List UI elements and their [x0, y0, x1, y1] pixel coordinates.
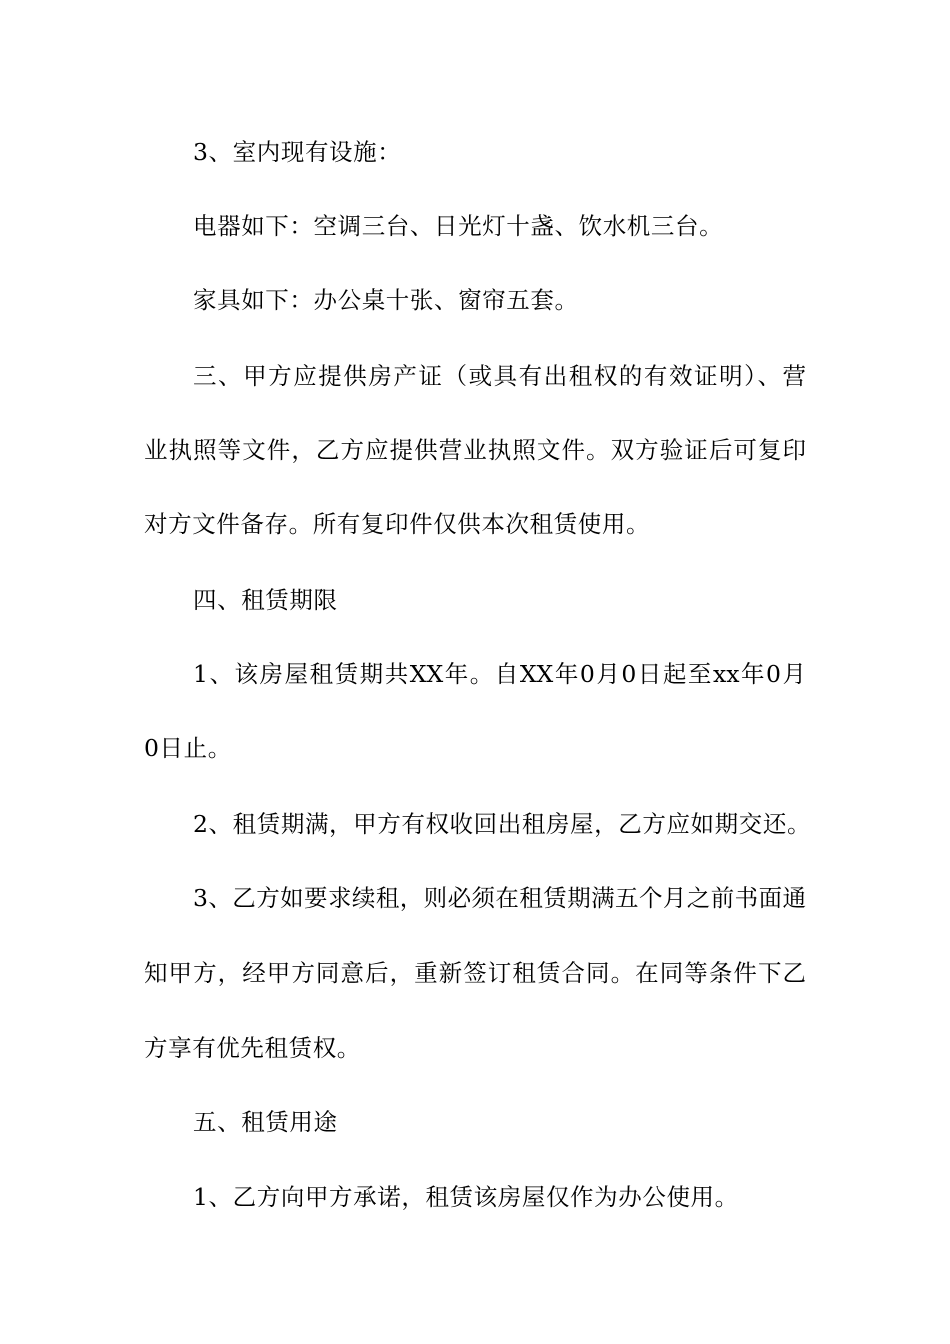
section-three-line-2: 业执照等文件，乙方应提供营业执照文件。双方验证后可复印: [144, 436, 806, 464]
term-clause-3-line-1: 3、乙方如要求续租，则必须在租赁期满五个月之前书面通: [193, 884, 806, 912]
term-clause-3-line-3: 方享有优先租赁权。: [144, 1034, 361, 1062]
section-three-line-3: 对方文件备存。所有复印件仅供本次租赁使用。: [144, 510, 651, 538]
furniture-list: 家具如下：办公桌十张、窗帘五套。: [193, 286, 579, 314]
term-clause-3-line-2: 知甲方，经甲方同意后，重新签订租赁合同。在同等条件下乙: [144, 959, 806, 987]
section-four-heading: 四、租赁期限: [193, 586, 338, 614]
use-clause-1: 1、乙方向甲方承诺，租赁该房屋仅作为办公使用。: [193, 1183, 739, 1211]
term-clause-2: 2、租赁期满，甲方有权收回出租房屋，乙方应如期交还。: [193, 810, 812, 838]
item-facilities-heading: 3、室内现有设施：: [193, 138, 402, 166]
appliances-list: 电器如下：空调三台、日光灯十盏、饮水机三台。: [193, 212, 724, 240]
term-clause-1-line-2: 0日止。: [144, 734, 232, 762]
term-clause-1-line-1: 1、该房屋租赁期共XX年。自XX年0月0日起至xx年0月: [193, 660, 806, 688]
section-five-heading: 五、租赁用途: [193, 1108, 338, 1136]
section-three-line-1: 三、甲方应提供房产证（或具有出租权的有效证明）、营: [193, 362, 806, 390]
